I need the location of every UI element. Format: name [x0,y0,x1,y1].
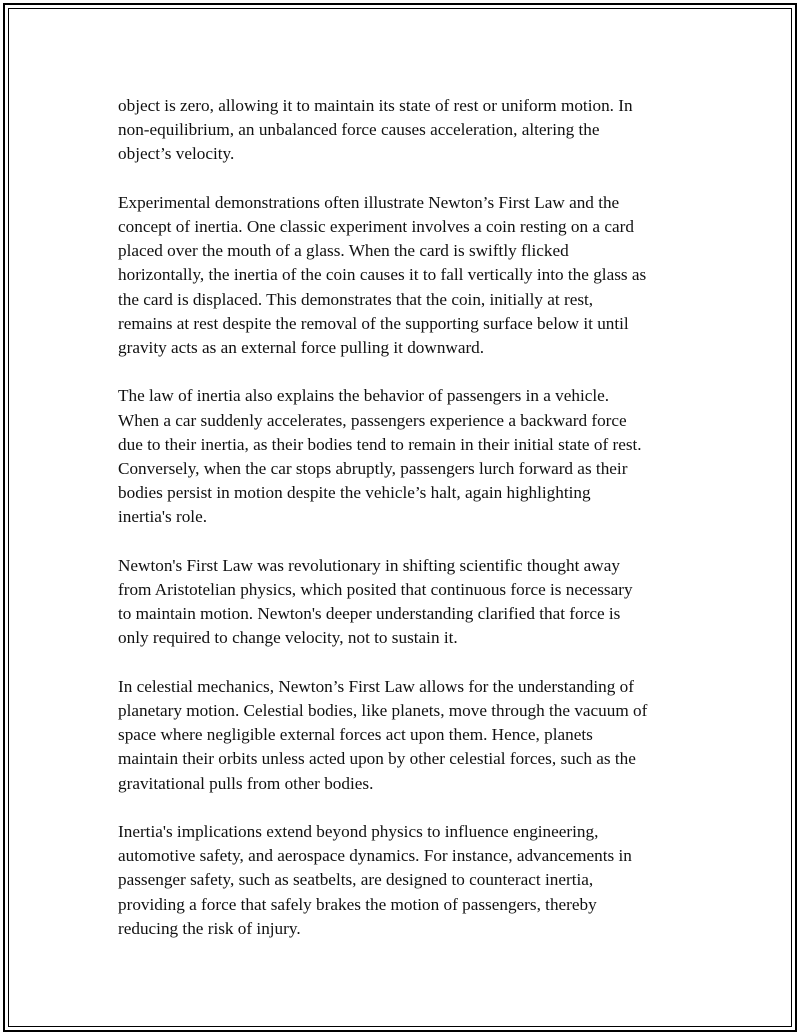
paragraph-equilibrium: object is zero, allowing it to maintain its state of rest or uniform motion. In non-equilibrium, an unbalanced force causes acceleration, altering the object’s velocity. [118,96,633,164]
paragraph-aristotelian-physics: Newton's First Law was revolutionary in shifting scientific thought away from Aristotelian physics, which posited that continuous force is necessary to maintain motion. Newton's deeper understanding clarified that force is only required to change velocity, not to sustain it. [118,555,633,648]
paragraph-celestial-mechanics: In celestial mechanics, Newton’s First Law allows for the understanding of planetary motion. Celestial bodies, like planets, move through the vacuum of space where negligible external forces act upon them. Hence, planets maintain their orbits unless acted upon by other celestial forces, such as the gravitational pulls from other bodies. [118,676,648,793]
paragraph-vehicle-passengers: The law of inertia also explains the behavior of passengers in a vehicle. When a car suddenly accelerates, passengers experience a backward force due to their inertia, as their bodies tend to remain in their initial state of rest. Conversely, when the car stops abruptly, passengers lurch forward as their bodies persist in motion despite the vehicle’s halt, again highlighting inertia's role. [118,386,642,527]
paragraph-coin-experiment: Experimental demonstrations often illustrate Newton’s First Law and the concept of inertia. One classic experiment involves a coin resting on a card placed over the mouth of a glass. When the card is swiftly flicked horizontally, the inertia of the coin causes it to fall vertically into the glass as the card is displaced. This demonstrates that the coin, initially at rest, remains at rest despite the removal of the supporting surface below it until gravity acts as an external force pulling it downward. [118,192,647,358]
document-body [118,94,692,965]
paragraph-engineering-safety: Inertia's implications extend beyond physics to influence engineering, automotive safety, and aerospace dynamics. For instance, advancements in passenger safety, such as seatbelts, are designed to counteract inertia, providing a force that safely brakes the motion of passengers, thereby reducing the risk of injury. [118,822,632,938]
